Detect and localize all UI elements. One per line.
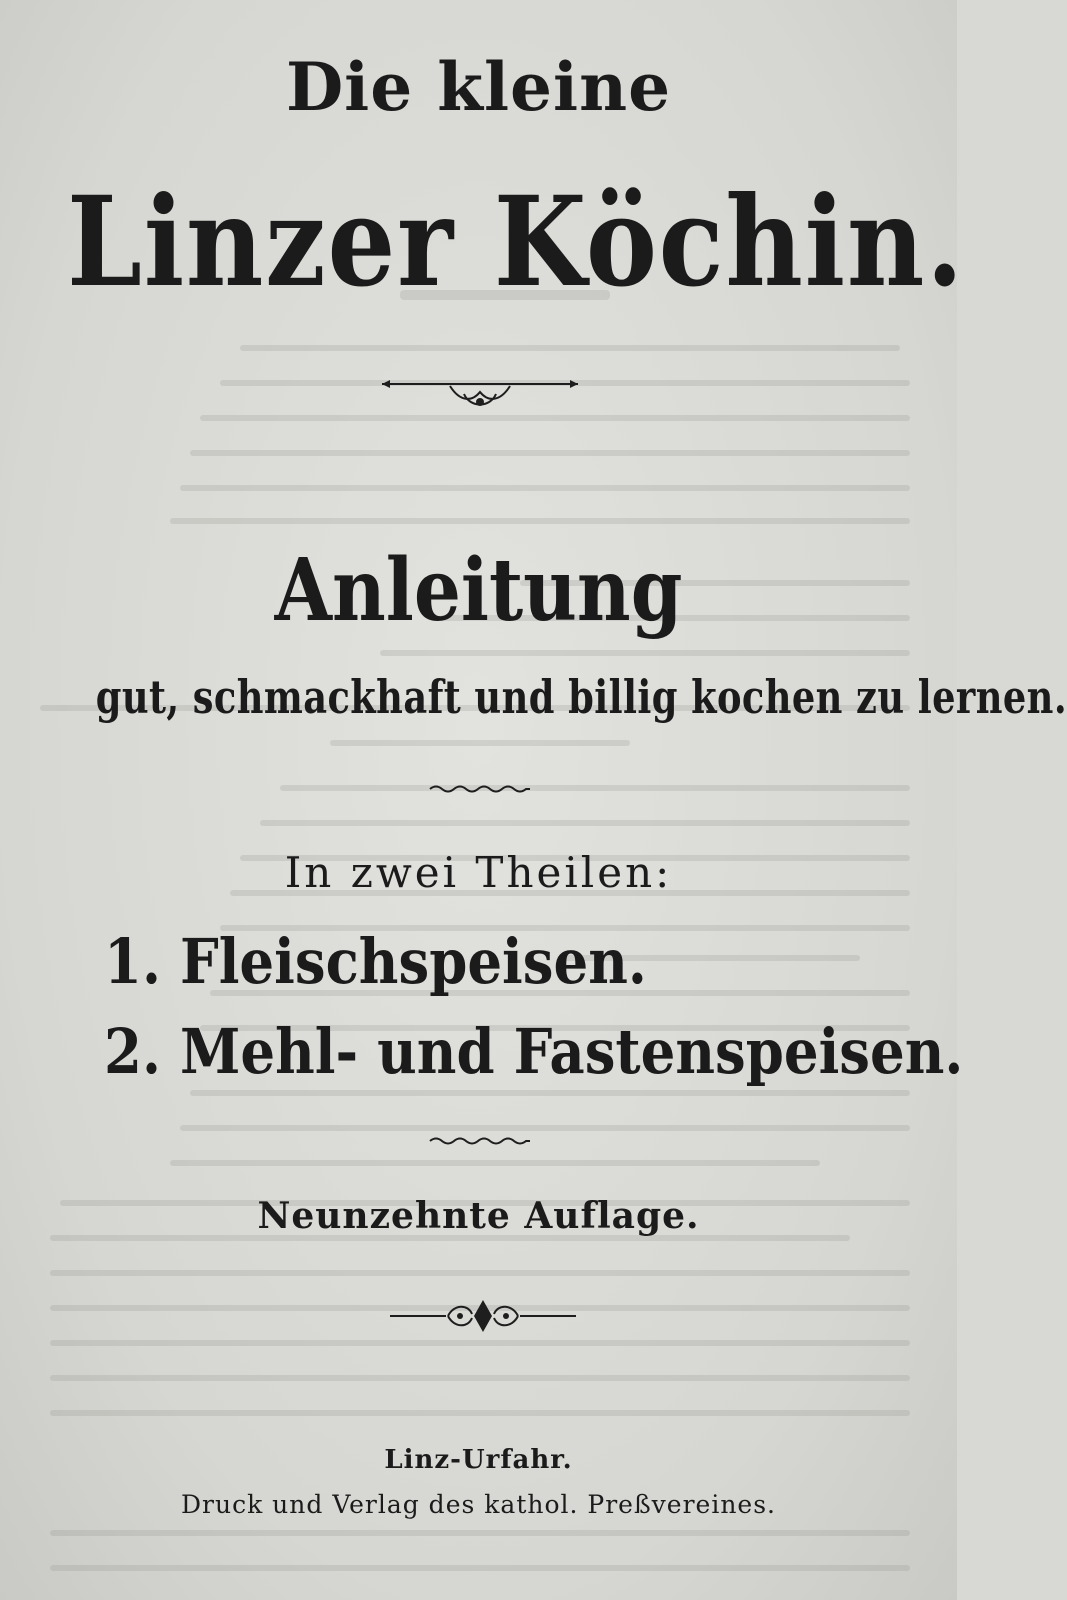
title-line-2: Linzer Köchin. [66,170,965,315]
title-line-1: Die kleine [285,48,672,126]
part-item [104,925,647,998]
part-label: Fleischspeisen. [179,925,647,998]
imprint-place: Linz-Urfahr. [384,1445,573,1475]
part-number: 1. [104,925,161,998]
part-item [104,1015,963,1088]
fleuron-ornament-icon [388,1296,578,1336]
subtitle-heading: Anleitung [274,540,683,641]
wavy-rule-icon [428,1134,532,1148]
subtitle-text: gut, schmackhaft und billig kochen zu lernen. [95,670,1067,724]
part-number: 2. [104,1015,161,1088]
flourish-ornament-icon [380,372,580,414]
edition-line: Neunzehnte Auflage. [257,1195,700,1237]
imprint-publisher: Druck und Verlag des kathol. Preßvereines. [180,1490,776,1519]
parts-intro: In zwei Theilen: [284,848,673,897]
wavy-rule-icon [428,782,532,796]
part-label: Mehl- und Fastenspeisen. [179,1015,964,1088]
